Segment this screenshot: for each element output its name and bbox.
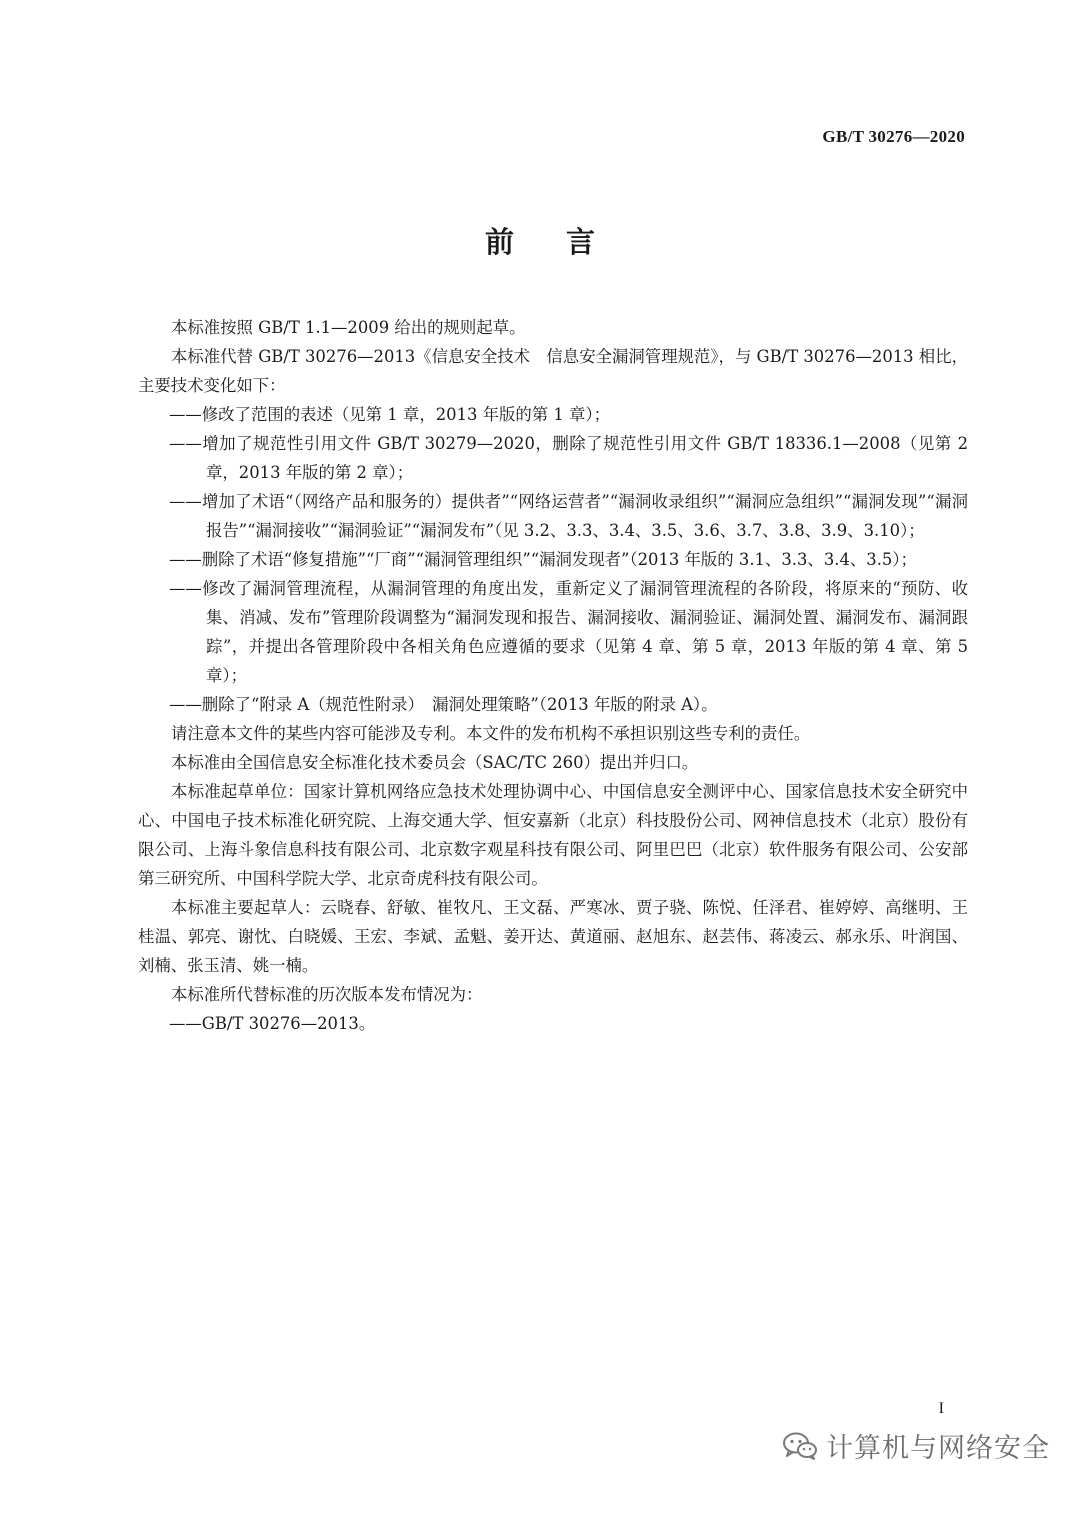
title-char-2: 言 [566, 225, 596, 259]
standard-code: GB/T 30276—2020 [822, 127, 965, 146]
paragraph: 本标准所代替标准的历次版本发布情况为： [171, 985, 483, 1004]
wechat-icon [782, 1431, 818, 1461]
dash-list-item: ——增加了术语“（网络产品和服务的）提供者”“网络运营者”“漏洞收录组织”“漏洞应急组织”“漏洞发现”“漏洞报告”“漏洞接收”“漏洞验证”“漏洞发布”（见 3.2、3.3、3.4、3.5、3.6、3.7、3.8、3.9、3.10）； [169, 492, 968, 540]
dash-list-item: ——GB/T 30276—2013。 [169, 1014, 376, 1033]
paragraph: 本标准代替 GB/T 30276—2013《信息安全技术 信息安全漏洞管理规范》，与 GB/T 30276—2013 相比，主要技术变化如下： [138, 347, 968, 395]
paragraph: 本标准按照 GB/T 1.1—2009 给出的规则起草。 [171, 318, 526, 337]
preface-body [138, 313, 968, 1038]
dash-list-item: ——删除了“附录 A（规范性附录） 漏洞处理策略”（2013 年版的附录 A）。 [169, 695, 718, 714]
dash-list-item: ——增加了规范性引用文件 GB/T 30279—2020，删除了规范性引用文件 GB/T 18336.1—2008（见第 2 章，2013 年版的第 2 章）； [169, 434, 968, 482]
paragraph: 本标准起草单位：国家计算机网络应急技术处理协调中心、中国信息安全测评中心、国家信息技术安全研究中心、中国电子技术标准化研究院、上海交通大学、恒安嘉新（北京）科技股份公司、网神信息技术（北京）股份有限公司、上海斗象信息科技有限公司、北京数字观星科技有限公司、阿里巴巴（北京）软件服务有限公司、公安部第三研究所、中国科学院大学、北京奇虎科技有限公司。 [138, 782, 968, 888]
page-title [0, 220, 1080, 261]
dash-list-item: ——修改了范围的表述（见第 1 章，2013 年版的第 1 章）； [169, 405, 611, 424]
title-char-1: 前 [484, 225, 514, 259]
watermark [782, 1426, 1050, 1465]
dash-list-item: ——删除了术语“修复措施”“厂商”“漏洞管理组织”“漏洞发现者”（2013 年版的 3.1、3.3、3.4、3.5）； [169, 550, 917, 569]
page-number: I [938, 1400, 944, 1417]
paragraph: 请注意本文件的某些内容可能涉及专利。本文件的发布机构不承担识别这些专利的责任。 [171, 724, 811, 743]
paragraph: 本标准由全国信息安全标准化技术委员会（SAC/TC 260）提出并归口。 [171, 753, 699, 772]
paragraph: 本标准主要起草人：云晓春、舒敏、崔牧凡、王文磊、严寒冰、贾子骁、陈悦、任泽君、崔婷婷、高继明、王桂温、郭亮、谢忱、白晓媛、王宏、李斌、孟魁、姜开达、黄道丽、赵旭东、赵芸伟、蒋凌云、郝永乐、叶润国、刘楠、张玉清、姚一楠。 [138, 898, 968, 975]
dash-list-item: ——修改了漏洞管理流程，从漏洞管理的角度出发，重新定义了漏洞管理流程的各阶段，将原来的“预防、收集、消减、发布”管理阶段调整为“漏洞发现和报告、漏洞接收、漏洞验证、漏洞处置、漏洞发布、漏洞跟踪”，并提出各管理阶段中各相关角色应遵循的要求（见第 4 章、第 5 章，2013 年版的第 4 章、第 5 章）； [169, 579, 968, 685]
watermark-text: 计算机与网络安全 [826, 1433, 1050, 1464]
